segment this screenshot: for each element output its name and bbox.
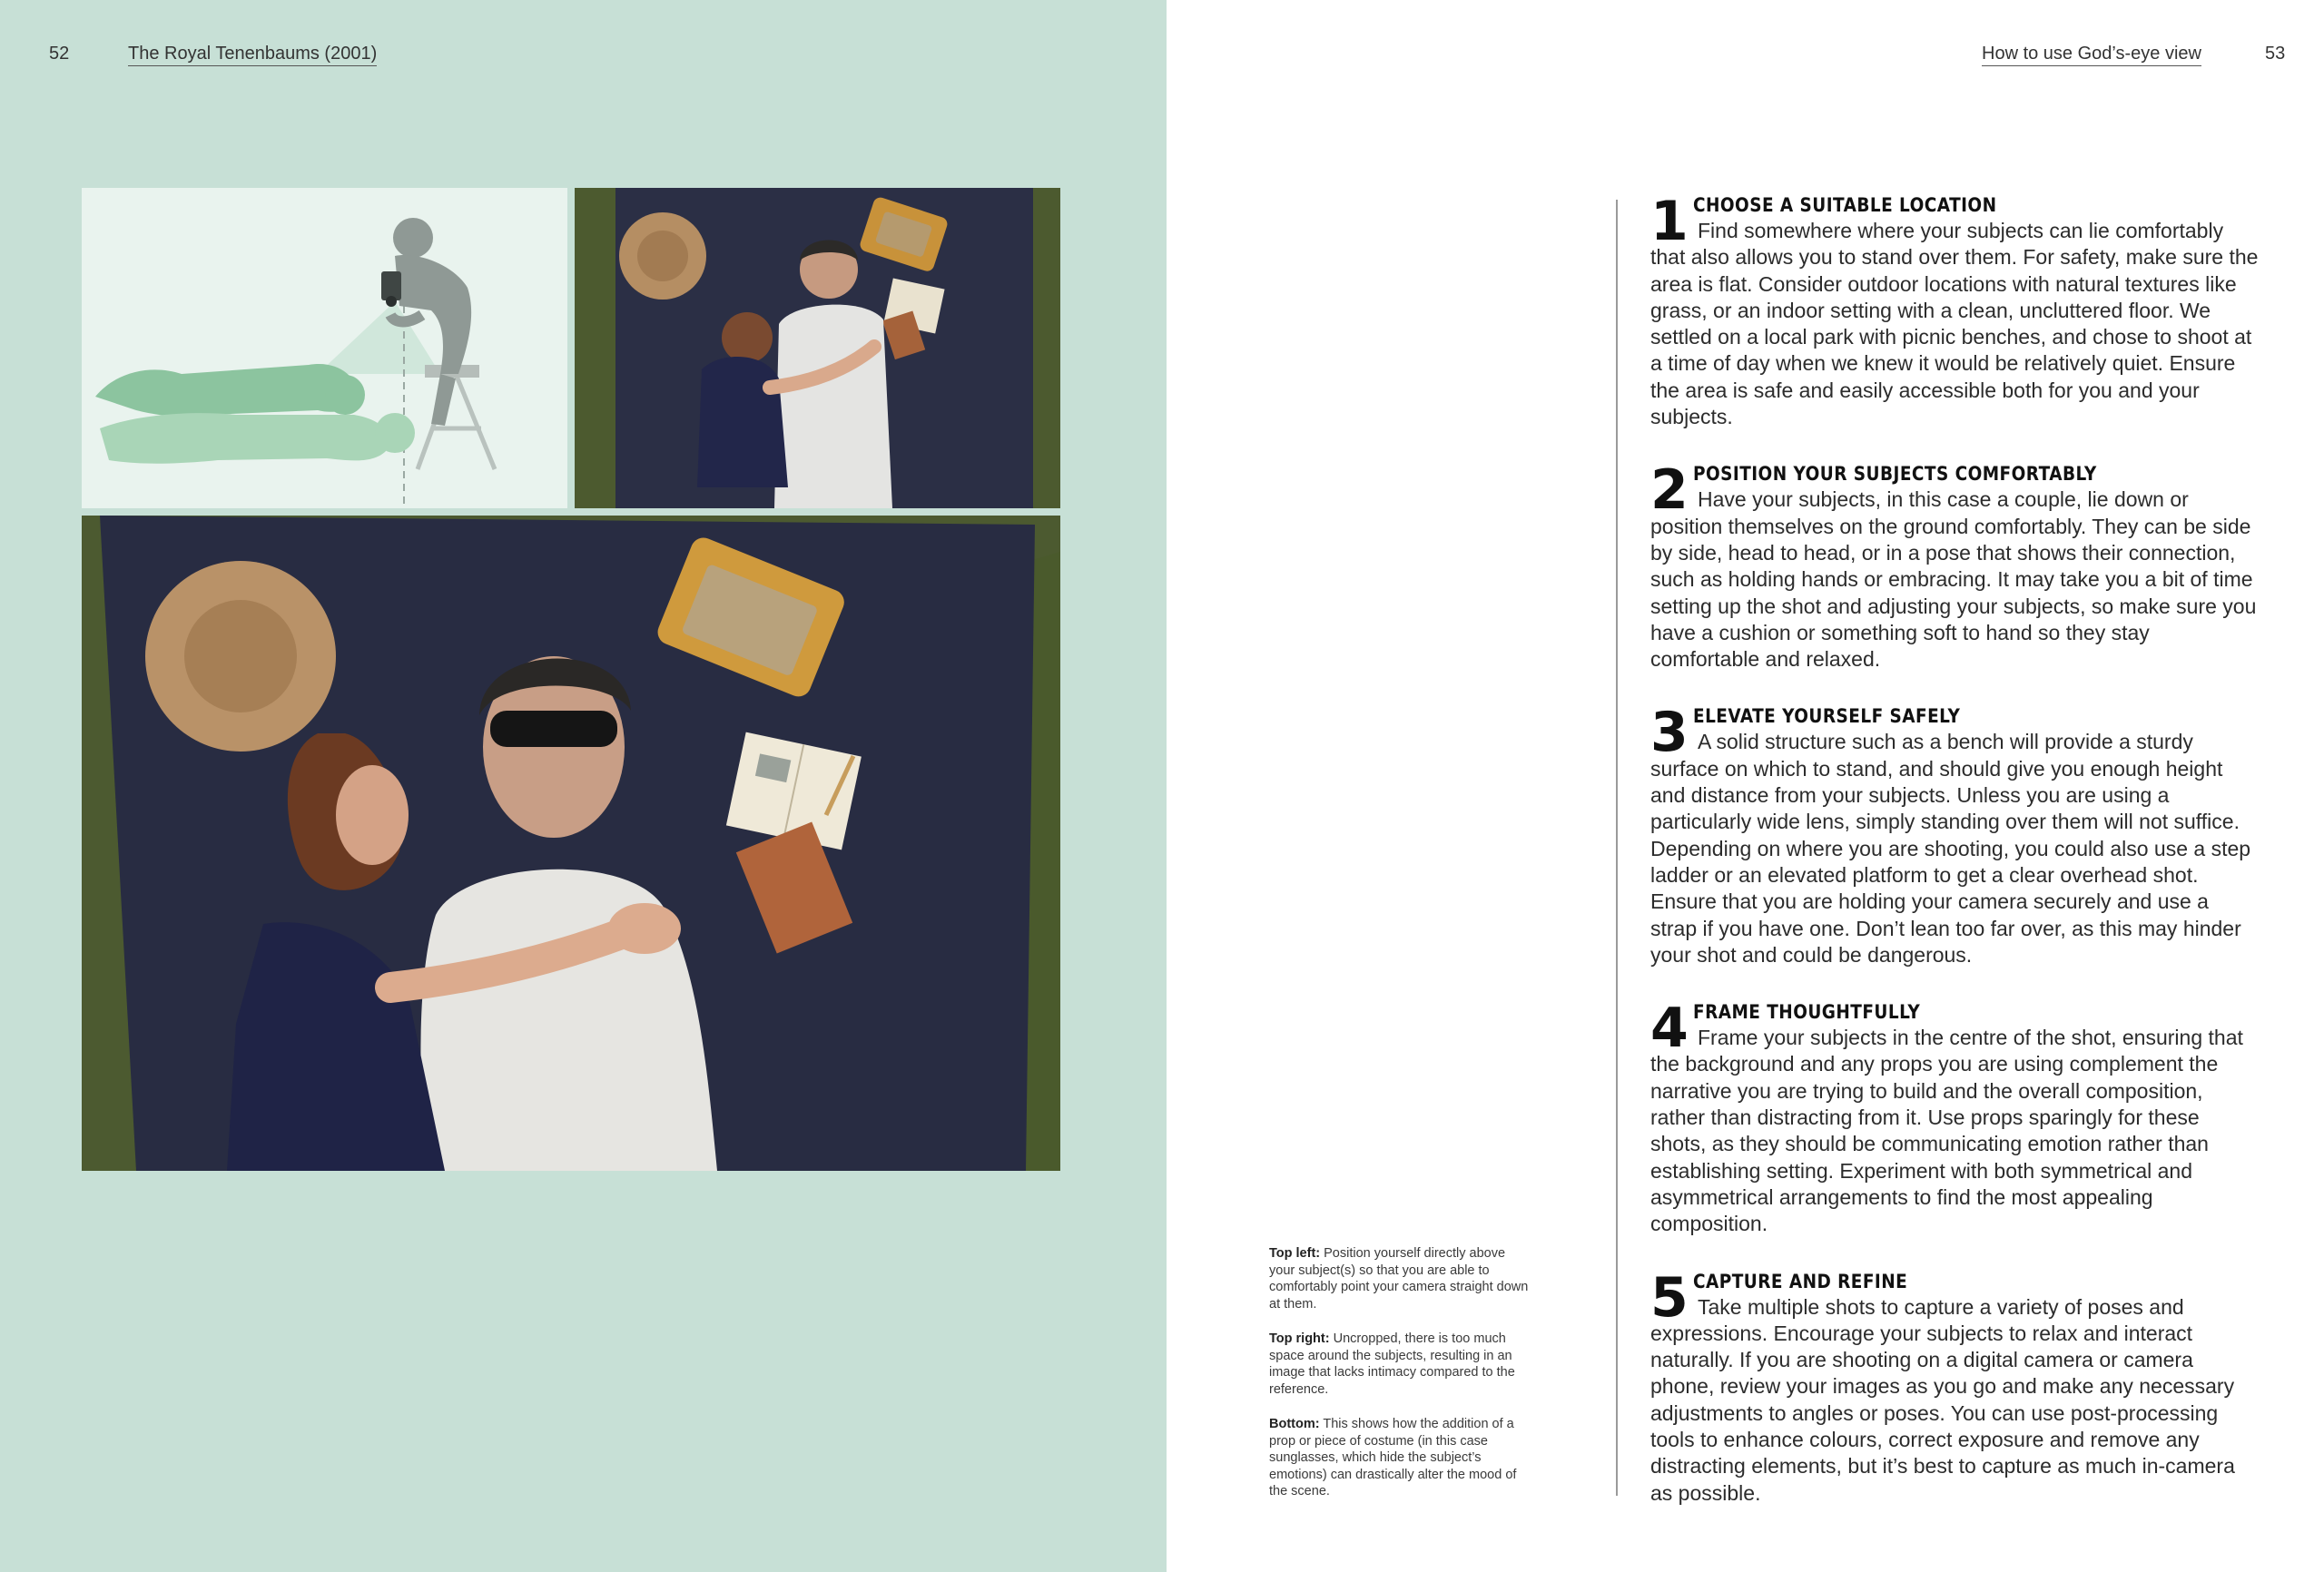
running-title-left: The Royal Tenenbaums (2001)	[128, 44, 377, 66]
step-body: Take multiple shots to capture a variety of poses and expressions. Encourage your subjects to relax and interact naturally. If you are shooting on a digital camera or camera phone, review your images as you go and make any necessary adjustments to angles or poses. You can use post-processing tools to enhance colours, correct exposure and remove any distracting elements, but it’s best to capture as much in-camera as possible.	[1650, 1294, 2235, 1505]
caption-text: Position yourself directly above your subject(s) so that you are able to comfortably point your camera straight down at them.	[1269, 1246, 1529, 1312]
step-title: CAPTURE AND REFINE	[1693, 1270, 1908, 1292]
step-3	[1650, 703, 2259, 968]
running-title-right: How to use God’s-eye view	[1982, 44, 2201, 66]
step-1	[1650, 192, 2259, 430]
page-number-right: 53	[2265, 44, 2286, 64]
step-5	[1650, 1265, 2259, 1507]
caption-text: This shows how the addition of a prop or piece of costume (in this case sunglasses, which hide the subject’s emotions) can drastically alter the mood of the scene.	[1269, 1417, 1517, 1498]
step-title: CHOOSE A SUITABLE LOCATION	[1693, 194, 1997, 216]
step-body: Have your subjects, in this case a couple, lie down or position themselves on the ground comfortably. They can be side by side, head to head, or in a pose that shows their connection, such as holding hands or embracing. It may take you a bit of time setting up the shot and adjusting your subjects, so make sure you have a cushion or something soft to hand so they stay comfortable and relaxed.	[1650, 487, 2257, 672]
step-number: 1	[1650, 190, 1689, 253]
caption-top-right	[1269, 1331, 1532, 1398]
step-title: ELEVATE YOURSELF SAFELY	[1693, 705, 1961, 728]
caption-label: Top right:	[1269, 1331, 1330, 1346]
photo-bottom	[82, 516, 1060, 1171]
step-4	[1650, 999, 2259, 1237]
caption-label: Top left:	[1269, 1246, 1321, 1261]
caption-bottom	[1269, 1416, 1532, 1500]
step-number: 4	[1650, 997, 1689, 1061]
image-captions	[1269, 1245, 1532, 1518]
illustration-top-left	[82, 188, 567, 508]
step-number: 5	[1650, 1265, 1689, 1330]
step-number: 2	[1650, 458, 1689, 523]
steps-list	[1650, 192, 2259, 1538]
step-body: Frame your subjects in the centre of the shot, ensuring that the background and any props you are using complement the narrative you are trying to build and the overall composition, rather than distracting from it. Use props sparingly for these shots, as they should be communicating emotion rather than establishing setting. Experiment with both symmetrical and asymmetrical arrangements to find the most appealing composition.	[1650, 1026, 2243, 1236]
column-divider	[1616, 200, 1618, 1496]
step-body: A solid structure such as a bench will provide a sturdy surface on which to stand, and should give you enough height and distance from your subjects. Unless you are using a particularly wide lens, simply standing over them will not suffice. Depending on where you are shooting, you could also use a step ladder or an elevated platform to get a clear overhead shot. Ensure that you are holding your camera securely and use a strap if you have one. Don’t lean too far over, as this may hinder your shot and could be dangerous.	[1650, 730, 2251, 967]
step-title: POSITION YOUR SUBJECTS COMFORTABLY	[1693, 463, 2097, 486]
photo-top-right	[575, 188, 1060, 508]
step-2	[1650, 458, 2259, 673]
step-title: FRAME THOUGHTFULLY	[1693, 1001, 1921, 1024]
caption-top-left	[1269, 1245, 1532, 1312]
step-number: 3	[1650, 701, 1689, 765]
page-number-left: 52	[49, 44, 70, 64]
step-body: Find somewhere where your subjects can lie comfortably that also allows you to stand over them. For safety, make sure the area is flat. Consider outdoor locations with natural textures like grass, or an indoor setting with a clean, uncluttered floor. We settled on a local park with picnic benches, and chose to shoot at a time of day when we knew it would be relatively quiet. Ensure the area is safe and easily accessible both for you and your subjects.	[1650, 219, 2259, 429]
caption-label: Bottom:	[1269, 1417, 1320, 1431]
caption-text: Uncropped, there is too much space around the subjects, resulting in an image that lacks intimacy compared to the reference.	[1269, 1331, 1515, 1397]
